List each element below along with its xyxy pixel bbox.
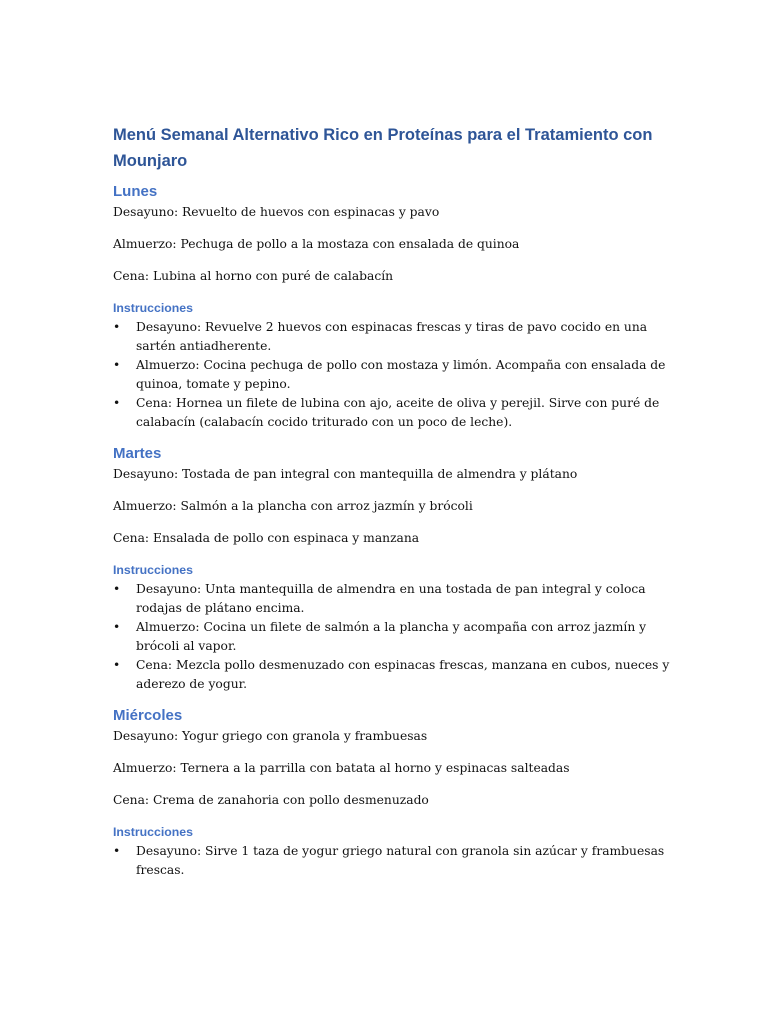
instruction-item	[113, 842, 673, 880]
day-section-lunes	[113, 182, 673, 432]
instruction-item	[113, 618, 673, 656]
meal-dinner: Cena: Lubina al horno con puré de calabacín	[113, 269, 394, 283]
meal-breakfast: Desayuno: Yogur griego con granola y frambuesas	[113, 729, 428, 743]
bullet-icon: •	[113, 358, 121, 372]
document-content	[113, 122, 673, 892]
document-title: Menú Semanal Alternativo Rico en Proteínas para el Tratamiento con Mounjaro	[113, 126, 653, 170]
instructions-heading: Instrucciones	[113, 563, 193, 577]
instruction-text: Almuerzo: Cocina un filete de salmón a la plancha y acompaña con arroz jazmín y brócoli al vapor.	[136, 620, 647, 653]
meal-lunch: Almuerzo: Salmón a la plancha con arroz jazmín y brócoli	[113, 499, 473, 513]
day-heading: Miércoles	[113, 707, 183, 724]
bullet-icon: •	[113, 620, 121, 634]
bullet-icon: •	[113, 658, 121, 672]
day-section-martes	[113, 444, 673, 694]
meal-breakfast: Desayuno: Tostada de pan integral con mantequilla de almendra y plátano	[113, 467, 578, 481]
bullet-icon: •	[113, 844, 121, 858]
day-heading: Martes	[113, 445, 162, 462]
meal-dinner: Cena: Crema de zanahoria con pollo desmenuzado	[113, 793, 429, 807]
instruction-text: Cena: Mezcla pollo desmenuzado con espinacas frescas, manzana en cubos, nueces y aderezo de yogur.	[136, 658, 670, 691]
instruction-item	[113, 394, 673, 432]
day-section-miercoles	[113, 706, 673, 880]
meal-lunch: Almuerzo: Ternera a la parrilla con batata al horno y espinacas salteadas	[113, 761, 570, 775]
meal-dinner: Cena: Ensalada de pollo con espinaca y manzana	[113, 531, 420, 545]
bullet-icon: •	[113, 320, 121, 334]
instruction-text: Desayuno: Unta mantequilla de almendra en una tostada de pan integral y coloca rodajas de plátano encima.	[136, 582, 646, 615]
instruction-item	[113, 318, 673, 356]
instruction-text: Almuerzo: Cocina pechuga de pollo con mostaza y limón. Acompaña con ensalada de quinoa, tomate y pepino.	[136, 358, 666, 391]
instruction-text: Desayuno: Revuelve 2 huevos con espinacas frescas y tiras de pavo cocido en una sartén antiadherente.	[136, 320, 648, 353]
instructions-heading: Instrucciones	[113, 301, 193, 315]
instruction-item	[113, 656, 673, 694]
meal-lunch: Almuerzo: Pechuga de pollo a la mostaza con ensalada de quinoa	[113, 237, 520, 251]
instructions-list	[113, 842, 673, 880]
instructions-heading: Instrucciones	[113, 825, 193, 839]
meal-breakfast: Desayuno: Revuelto de huevos con espinacas y pavo	[113, 205, 440, 219]
instructions-list	[113, 580, 673, 694]
instruction-text: Desayuno: Sirve 1 taza de yogur griego natural con granola sin azúcar y frambuesas frescas.	[136, 844, 665, 877]
bullet-icon: •	[113, 582, 121, 596]
bullet-icon: •	[113, 396, 121, 410]
day-heading: Lunes	[113, 183, 158, 200]
instruction-text: Cena: Hornea un filete de lubina con ajo, aceite de oliva y perejil. Sirve con puré de calabacín (calabacín cocido triturado con un poco de leche).	[136, 396, 660, 429]
instruction-item	[113, 356, 673, 394]
instructions-list	[113, 318, 673, 432]
instruction-item	[113, 580, 673, 618]
